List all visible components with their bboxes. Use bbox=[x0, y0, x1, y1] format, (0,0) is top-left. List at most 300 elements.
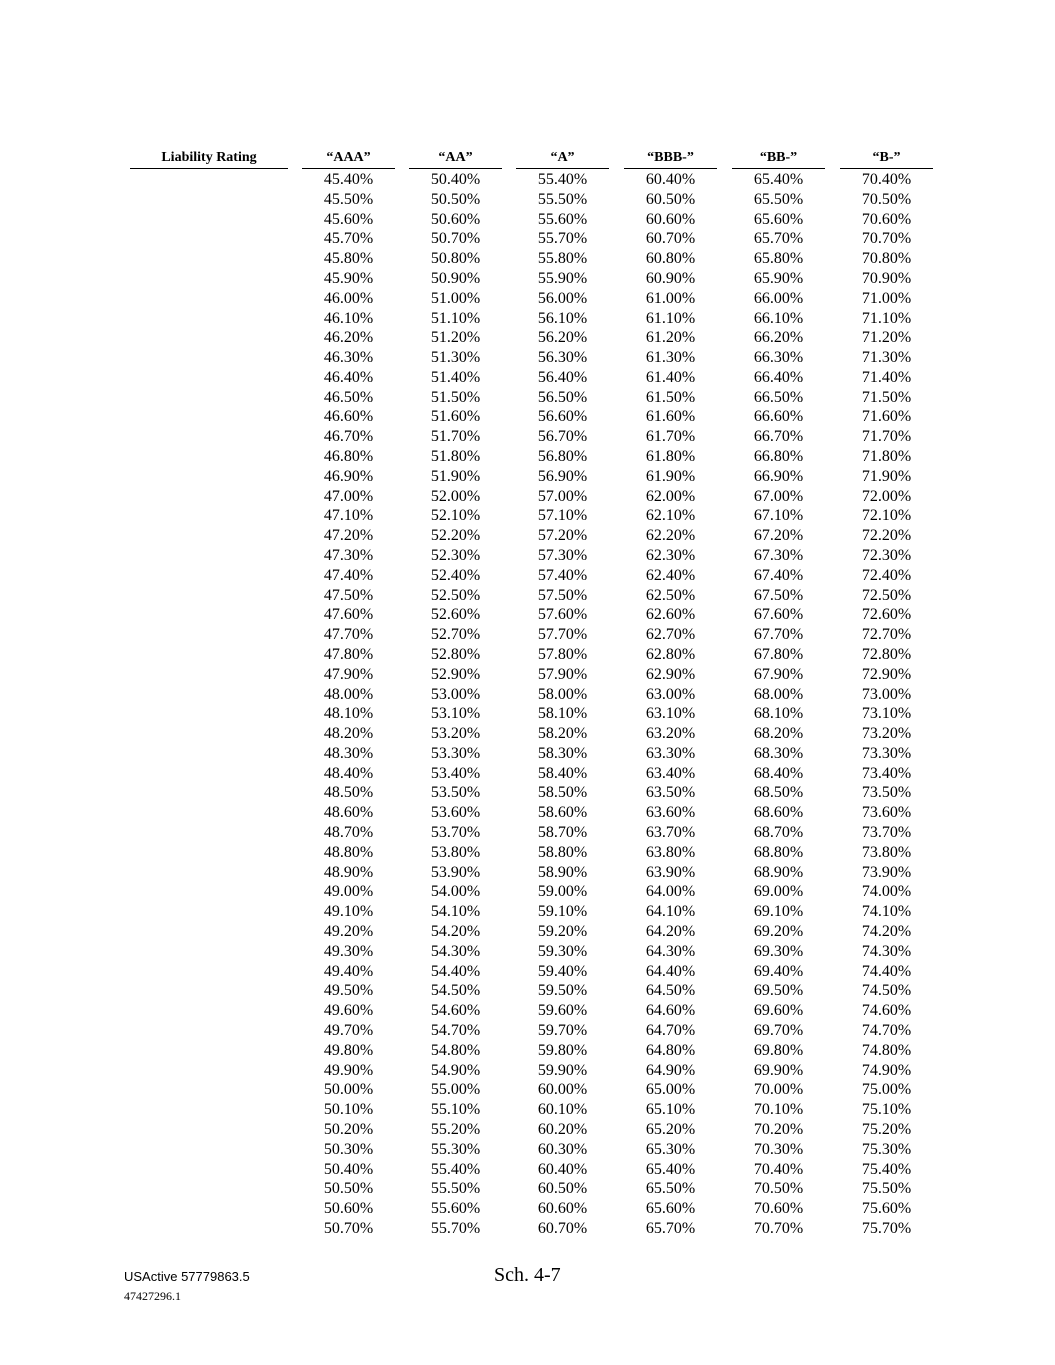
table-cell-bbb-minus: 63.40% bbox=[645, 764, 696, 782]
table-cell-b-minus: 71.40% bbox=[861, 368, 912, 386]
table-cell-a: 56.80% bbox=[537, 448, 588, 466]
table-cell-b-minus: 75.20% bbox=[861, 1120, 912, 1138]
table-cell-aa: 51.10% bbox=[430, 309, 481, 327]
table-cell-b-minus: 72.80% bbox=[861, 645, 912, 663]
table-cell-bb-minus: 69.30% bbox=[753, 942, 804, 960]
table-cell-bb-minus: 66.20% bbox=[753, 329, 804, 347]
table-cell-b-minus: 73.30% bbox=[861, 744, 912, 762]
table-cell-aaa: 49.40% bbox=[323, 962, 374, 980]
table-cell-bb-minus: 69.20% bbox=[753, 923, 804, 941]
table-cell-bb-minus: 65.60% bbox=[753, 210, 804, 228]
table-cell-a: 58.00% bbox=[537, 685, 588, 703]
table-cell-aa: 53.30% bbox=[430, 744, 481, 762]
table-cell-aaa: 50.50% bbox=[323, 1180, 374, 1198]
table-cell-a: 58.70% bbox=[537, 824, 588, 842]
table-cell-bbb-minus: 62.40% bbox=[645, 566, 696, 584]
table-cell-aa: 52.80% bbox=[430, 645, 481, 663]
table-cell-aaa: 46.40% bbox=[323, 368, 374, 386]
table-cell-bbb-minus: 61.60% bbox=[645, 408, 696, 426]
table-cell-bbb-minus: 61.50% bbox=[645, 388, 696, 406]
table-cell-aa: 50.80% bbox=[430, 250, 481, 268]
table-cell-a: 56.50% bbox=[537, 388, 588, 406]
table-cell-aa: 54.80% bbox=[430, 1041, 481, 1059]
table-cell-bbb-minus: 65.50% bbox=[645, 1180, 696, 1198]
table-cell-aa: 51.30% bbox=[430, 349, 481, 367]
table-cell-b-minus: 73.00% bbox=[861, 685, 912, 703]
footer-document-id-secondary: 47427296.1 bbox=[124, 1289, 181, 1303]
table-cell-a: 57.30% bbox=[537, 547, 588, 564]
table-cell-a: 56.90% bbox=[537, 467, 588, 485]
table-cell-a: 57.20% bbox=[537, 527, 588, 545]
table-cell-b-minus: 70.40% bbox=[861, 171, 912, 188]
table-cell-bb-minus: 66.60% bbox=[753, 408, 804, 426]
table-cell-bb-minus: 67.50% bbox=[753, 586, 804, 604]
table-cell-aaa: 48.20% bbox=[323, 725, 374, 743]
table-cell-a: 56.70% bbox=[537, 428, 588, 446]
table-cell-bb-minus: 66.90% bbox=[753, 467, 804, 485]
table-cell-bb-minus: 68.20% bbox=[753, 725, 804, 743]
table-cell-aaa: 47.90% bbox=[323, 665, 374, 683]
table-cell-a: 60.10% bbox=[537, 1101, 588, 1119]
table-cell-aaa: 48.40% bbox=[323, 764, 374, 782]
table-cell-bbb-minus: 62.30% bbox=[645, 547, 696, 564]
table-cell-aaa: 47.00% bbox=[323, 487, 374, 505]
table-cell-a: 60.50% bbox=[537, 1180, 588, 1198]
table-cell-aa: 54.70% bbox=[430, 1021, 481, 1039]
table-cell-bbb-minus: 63.30% bbox=[645, 744, 696, 762]
table-cell-aa: 52.00% bbox=[430, 487, 481, 505]
table-cell-aa: 52.40% bbox=[430, 566, 481, 584]
table-cell-aa: 50.50% bbox=[430, 190, 481, 208]
table-cell-aaa: 48.30% bbox=[323, 744, 374, 762]
table-cell-aaa: 46.70% bbox=[323, 428, 374, 446]
table-cell-b-minus: 70.70% bbox=[861, 230, 912, 248]
table-cell-aa: 52.50% bbox=[430, 586, 481, 604]
table-cell-b-minus: 71.90% bbox=[861, 467, 912, 485]
table-cell-b-minus: 71.10% bbox=[861, 309, 912, 327]
table-cell-b-minus: 73.10% bbox=[861, 705, 912, 723]
table-cell-aa: 54.20% bbox=[430, 923, 481, 941]
table-cell-a: 59.90% bbox=[537, 1061, 588, 1079]
table-cell-a: 55.60% bbox=[537, 210, 588, 228]
table-cell-aaa: 47.60% bbox=[323, 606, 374, 624]
table-cell-b-minus: 73.90% bbox=[861, 863, 912, 881]
table-cell-bb-minus: 69.80% bbox=[753, 1041, 804, 1059]
table-cell-bb-minus: 69.50% bbox=[753, 982, 804, 1000]
table-cell-aa: 53.10% bbox=[430, 705, 481, 723]
table-cell-aaa: 50.20% bbox=[323, 1120, 374, 1138]
table-cell-bbb-minus: 60.50% bbox=[645, 190, 696, 208]
table-cell-bbb-minus: 64.30% bbox=[645, 942, 696, 960]
table-cell-bbb-minus: 63.80% bbox=[645, 843, 696, 861]
table-cell-aaa: 47.80% bbox=[323, 645, 374, 663]
table-cell-bbb-minus: 61.00% bbox=[645, 289, 696, 307]
table-cell-bbb-minus: 64.80% bbox=[645, 1041, 696, 1059]
table-cell-aa: 54.30% bbox=[430, 942, 481, 960]
table-cell-aa: 55.10% bbox=[430, 1101, 481, 1119]
table-cell-bb-minus: 68.80% bbox=[753, 843, 804, 861]
table-cell-aaa: 47.40% bbox=[323, 566, 374, 584]
table-cell-b-minus: 75.10% bbox=[861, 1101, 912, 1119]
table-cell-aaa: 46.50% bbox=[323, 388, 374, 406]
table-cell-bbb-minus: 62.10% bbox=[645, 507, 696, 525]
table-cell-bbb-minus: 63.10% bbox=[645, 705, 696, 723]
table-cell-b-minus: 70.80% bbox=[861, 250, 912, 268]
table-cell-a: 57.70% bbox=[537, 626, 588, 644]
table-cell-aaa: 48.50% bbox=[323, 784, 374, 802]
table-cell-bb-minus: 65.90% bbox=[753, 269, 804, 287]
table-cell-bb-minus: 65.70% bbox=[753, 230, 804, 248]
table-cell-a: 55.70% bbox=[537, 230, 588, 248]
table-cell-bb-minus: 67.20% bbox=[753, 527, 804, 545]
table-cell-bbb-minus: 65.30% bbox=[645, 1140, 696, 1158]
table-cell-a: 60.20% bbox=[537, 1120, 588, 1138]
table-cell-bbb-minus: 64.60% bbox=[645, 1002, 696, 1020]
table-cell-b-minus: 71.20% bbox=[861, 329, 912, 347]
table-cell-bbb-minus: 63.60% bbox=[645, 804, 696, 822]
table-cell-bbb-minus: 62.60% bbox=[645, 606, 696, 624]
table-cell-bbb-minus: 60.70% bbox=[645, 230, 696, 248]
table-cell-aa: 53.20% bbox=[430, 725, 481, 743]
table-cell-a: 55.40% bbox=[537, 171, 588, 188]
table-cell-aaa: 49.90% bbox=[323, 1061, 374, 1079]
table-cell-bb-minus: 66.80% bbox=[753, 448, 804, 466]
table-cell-bb-minus: 66.10% bbox=[753, 309, 804, 327]
table-cell-a: 57.60% bbox=[537, 606, 588, 624]
table-cell-a: 56.40% bbox=[537, 368, 588, 386]
table-cell-aa: 51.80% bbox=[430, 448, 481, 466]
page-number: Sch. 4-7 bbox=[494, 1264, 561, 1286]
table-cell-bb-minus: 66.70% bbox=[753, 428, 804, 446]
table-cell-b-minus: 71.50% bbox=[861, 388, 912, 406]
table-cell-aa: 55.00% bbox=[430, 1081, 481, 1099]
column-header-aaa: “AAA” bbox=[302, 149, 395, 169]
table-cell-aaa: 49.30% bbox=[323, 942, 374, 960]
table-cell-a: 58.90% bbox=[537, 863, 588, 881]
table-cell-aa: 52.20% bbox=[430, 527, 481, 545]
table-cell-a: 58.30% bbox=[537, 744, 588, 762]
table-cell-b-minus: 74.50% bbox=[861, 982, 912, 1000]
table-cell-bb-minus: 70.30% bbox=[753, 1140, 804, 1158]
table-cell-aaa: 50.60% bbox=[323, 1200, 374, 1218]
table-cell-aaa: 47.20% bbox=[323, 527, 374, 545]
table-cell-aaa: 50.10% bbox=[323, 1101, 374, 1119]
table-cell-b-minus: 73.70% bbox=[861, 824, 912, 842]
table-cell-aa: 51.00% bbox=[430, 289, 481, 307]
table-cell-bbb-minus: 64.20% bbox=[645, 923, 696, 941]
table-cell-a: 55.80% bbox=[537, 250, 588, 268]
table-cell-b-minus: 74.70% bbox=[861, 1021, 912, 1039]
table-cell-bbb-minus: 62.50% bbox=[645, 586, 696, 604]
table-cell-aaa: 49.00% bbox=[323, 883, 374, 901]
table-cell-aa: 54.00% bbox=[430, 883, 481, 901]
table-cell-aaa: 45.80% bbox=[323, 250, 374, 268]
table-cell-bb-minus: 65.50% bbox=[753, 190, 804, 208]
table-cell-bbb-minus: 62.90% bbox=[645, 665, 696, 683]
table-cell-bb-minus: 70.00% bbox=[753, 1081, 804, 1099]
table-cell-a: 58.20% bbox=[537, 725, 588, 743]
table-cell-a: 58.40% bbox=[537, 764, 588, 782]
table-cell-bb-minus: 67.80% bbox=[753, 645, 804, 663]
table-cell-bb-minus: 66.40% bbox=[753, 368, 804, 386]
table-cell-aa: 54.90% bbox=[430, 1061, 481, 1079]
table-cell-a: 59.30% bbox=[537, 942, 588, 960]
table-cell-bbb-minus: 62.70% bbox=[645, 626, 696, 644]
table-cell-b-minus: 74.10% bbox=[861, 903, 912, 921]
table-cell-bbb-minus: 65.20% bbox=[645, 1120, 696, 1138]
table-cell-aa: 53.60% bbox=[430, 804, 481, 822]
table-cell-bb-minus: 67.10% bbox=[753, 507, 804, 525]
table-cell-aaa: 48.60% bbox=[323, 804, 374, 822]
table-cell-b-minus: 72.30% bbox=[861, 547, 912, 564]
table-cell-a: 58.50% bbox=[537, 784, 588, 802]
table-cell-b-minus: 75.50% bbox=[861, 1180, 912, 1198]
table-cell-aa: 53.80% bbox=[430, 843, 481, 861]
table-cell-a: 55.90% bbox=[537, 269, 588, 287]
table-cell-aa: 55.50% bbox=[430, 1180, 481, 1198]
table-cell-a: 57.90% bbox=[537, 665, 588, 683]
table-cell-bb-minus: 68.50% bbox=[753, 784, 804, 802]
table-cell-a: 60.70% bbox=[537, 1219, 588, 1237]
table-cell-aa: 51.20% bbox=[430, 329, 481, 347]
table-cell-aaa: 46.20% bbox=[323, 329, 374, 347]
table-cell-bbb-minus: 64.00% bbox=[645, 883, 696, 901]
table-cell-bb-minus: 69.90% bbox=[753, 1061, 804, 1079]
column-header-bbb-minus: “BBB-” bbox=[624, 149, 717, 169]
table-cell-aaa: 47.30% bbox=[323, 547, 374, 564]
table-cell-bbb-minus: 60.60% bbox=[645, 210, 696, 228]
table-cell-aaa: 49.60% bbox=[323, 1002, 374, 1020]
table-cell-b-minus: 73.80% bbox=[861, 843, 912, 861]
column-header-bb-minus: “BB-” bbox=[732, 149, 825, 169]
table-cell-b-minus: 75.30% bbox=[861, 1140, 912, 1158]
table-cell-aaa: 47.70% bbox=[323, 626, 374, 644]
table-cell-aaa: 47.50% bbox=[323, 586, 374, 604]
table-cell-aaa: 50.00% bbox=[323, 1081, 374, 1099]
table-cell-aaa: 48.00% bbox=[323, 685, 374, 703]
table-cell-aa: 53.70% bbox=[430, 824, 481, 842]
table-cell-aaa: 46.80% bbox=[323, 448, 374, 466]
table-cell-aa: 54.60% bbox=[430, 1002, 481, 1020]
table-cell-bb-minus: 68.90% bbox=[753, 863, 804, 881]
table-cell-bbb-minus: 63.20% bbox=[645, 725, 696, 743]
table-cell-bbb-minus: 64.70% bbox=[645, 1021, 696, 1039]
table-cell-aa: 50.90% bbox=[430, 269, 481, 287]
table-cell-b-minus: 74.20% bbox=[861, 923, 912, 941]
table-cell-bbb-minus: 65.10% bbox=[645, 1101, 696, 1119]
table-cell-bb-minus: 69.10% bbox=[753, 903, 804, 921]
table-cell-b-minus: 74.80% bbox=[861, 1041, 912, 1059]
column-header-aa: “AA” bbox=[409, 149, 502, 169]
table-cell-b-minus: 75.60% bbox=[861, 1200, 912, 1218]
table-cell-bbb-minus: 61.10% bbox=[645, 309, 696, 327]
table-cell-bb-minus: 69.60% bbox=[753, 1002, 804, 1020]
table-cell-bbb-minus: 62.80% bbox=[645, 645, 696, 663]
table-cell-b-minus: 72.40% bbox=[861, 566, 912, 584]
table-cell-a: 59.20% bbox=[537, 923, 588, 941]
table-cell-bbb-minus: 61.20% bbox=[645, 329, 696, 347]
table-cell-a: 60.40% bbox=[537, 1160, 588, 1178]
table-cell-bbb-minus: 64.10% bbox=[645, 903, 696, 921]
table-cell-aa: 51.40% bbox=[430, 368, 481, 386]
table-cell-aa: 54.10% bbox=[430, 903, 481, 921]
table-cell-b-minus: 72.90% bbox=[861, 665, 912, 683]
table-cell-bb-minus: 65.40% bbox=[753, 171, 804, 188]
table-cell-aa: 51.90% bbox=[430, 467, 481, 485]
table-cell-bbb-minus: 63.00% bbox=[645, 685, 696, 703]
table-cell-b-minus: 74.90% bbox=[861, 1061, 912, 1079]
table-cell-aaa: 49.20% bbox=[323, 923, 374, 941]
table-cell-aaa: 48.70% bbox=[323, 824, 374, 842]
table-cell-bbb-minus: 65.00% bbox=[645, 1081, 696, 1099]
table-cell-aa: 51.60% bbox=[430, 408, 481, 426]
table-cell-b-minus: 75.70% bbox=[861, 1219, 912, 1237]
table-cell-aaa: 49.80% bbox=[323, 1041, 374, 1059]
table-cell-b-minus: 75.40% bbox=[861, 1160, 912, 1178]
table-cell-b-minus: 70.50% bbox=[861, 190, 912, 208]
table-cell-aaa: 46.30% bbox=[323, 349, 374, 367]
table-cell-aa: 55.40% bbox=[430, 1160, 481, 1178]
table-cell-aa: 55.30% bbox=[430, 1140, 481, 1158]
table-cell-a: 59.60% bbox=[537, 1002, 588, 1020]
column-header-a: “A” bbox=[516, 149, 609, 169]
table-cell-aa: 50.70% bbox=[430, 230, 481, 248]
table-cell-aaa: 50.70% bbox=[323, 1219, 374, 1237]
table-cell-a: 59.80% bbox=[537, 1041, 588, 1059]
table-cell-a: 55.50% bbox=[537, 190, 588, 208]
table-cell-b-minus: 71.30% bbox=[861, 349, 912, 367]
table-cell-bbb-minus: 61.70% bbox=[645, 428, 696, 446]
table-cell-aaa: 45.50% bbox=[323, 190, 374, 208]
table-cell-b-minus: 73.50% bbox=[861, 784, 912, 802]
table-cell-bbb-minus: 61.80% bbox=[645, 448, 696, 466]
table-cell-bb-minus: 70.70% bbox=[753, 1219, 804, 1237]
table-cell-a: 60.60% bbox=[537, 1200, 588, 1218]
table-cell-a: 56.10% bbox=[537, 309, 588, 327]
table-cell-a: 56.20% bbox=[537, 329, 588, 347]
table-cell-aaa: 46.90% bbox=[323, 467, 374, 485]
table-cell-aa: 54.40% bbox=[430, 962, 481, 980]
table-cell-aa: 52.10% bbox=[430, 507, 481, 525]
table-cell-b-minus: 70.90% bbox=[861, 269, 912, 287]
table-cell-aa: 53.90% bbox=[430, 863, 481, 881]
table-cell-aaa: 47.10% bbox=[323, 507, 374, 525]
table-cell-bb-minus: 67.60% bbox=[753, 606, 804, 624]
table-cell-aaa: 49.50% bbox=[323, 982, 374, 1000]
table-cell-aa: 52.90% bbox=[430, 665, 481, 683]
table-cell-bb-minus: 69.70% bbox=[753, 1021, 804, 1039]
table-cell-aaa: 50.30% bbox=[323, 1140, 374, 1158]
table-cell-bb-minus: 67.40% bbox=[753, 566, 804, 584]
table-cell-bb-minus: 68.10% bbox=[753, 705, 804, 723]
table-cell-b-minus: 71.70% bbox=[861, 428, 912, 446]
table-cell-a: 57.80% bbox=[537, 645, 588, 663]
table-cell-b-minus: 74.60% bbox=[861, 1002, 912, 1020]
table-cell-aaa: 48.10% bbox=[323, 705, 374, 723]
table-cell-aaa: 49.70% bbox=[323, 1021, 374, 1039]
table-cell-bb-minus: 69.00% bbox=[753, 883, 804, 901]
table-cell-aa: 53.40% bbox=[430, 764, 481, 782]
table-cell-aa: 52.70% bbox=[430, 626, 481, 644]
table-cell-aa: 51.50% bbox=[430, 388, 481, 406]
table-cell-b-minus: 71.00% bbox=[861, 289, 912, 307]
table-cell-bb-minus: 66.00% bbox=[753, 289, 804, 307]
table-cell-bb-minus: 66.30% bbox=[753, 349, 804, 367]
table-cell-bb-minus: 67.90% bbox=[753, 665, 804, 683]
table-cell-b-minus: 72.50% bbox=[861, 586, 912, 604]
table-cell-b-minus: 75.00% bbox=[861, 1081, 912, 1099]
table-cell-aaa: 45.70% bbox=[323, 230, 374, 248]
table-cell-a: 57.40% bbox=[537, 566, 588, 584]
table-cell-b-minus: 73.60% bbox=[861, 804, 912, 822]
table-cell-bbb-minus: 64.40% bbox=[645, 962, 696, 980]
table-cell-aaa: 48.90% bbox=[323, 863, 374, 881]
table-cell-a: 57.50% bbox=[537, 586, 588, 604]
table-cell-bb-minus: 67.70% bbox=[753, 626, 804, 644]
table-cell-b-minus: 70.60% bbox=[861, 210, 912, 228]
table-cell-bbb-minus: 63.90% bbox=[645, 863, 696, 881]
table-cell-a: 56.60% bbox=[537, 408, 588, 426]
table-cell-bbb-minus: 61.30% bbox=[645, 349, 696, 367]
table-cell-bbb-minus: 61.90% bbox=[645, 467, 696, 485]
table-cell-aa: 52.30% bbox=[430, 547, 481, 564]
table-cell-aaa: 45.90% bbox=[323, 269, 374, 287]
table-cell-bb-minus: 68.60% bbox=[753, 804, 804, 822]
table-cell-bb-minus: 65.80% bbox=[753, 250, 804, 268]
table-cell-bbb-minus: 63.70% bbox=[645, 824, 696, 842]
table-cell-aa: 55.70% bbox=[430, 1219, 481, 1237]
table-cell-a: 58.10% bbox=[537, 705, 588, 723]
table-cell-b-minus: 74.40% bbox=[861, 962, 912, 980]
table-cell-b-minus: 73.20% bbox=[861, 725, 912, 743]
table-cell-bbb-minus: 65.60% bbox=[645, 1200, 696, 1218]
table-cell-aaa: 45.40% bbox=[323, 171, 374, 188]
table-cell-bb-minus: 69.40% bbox=[753, 962, 804, 980]
table-cell-a: 58.60% bbox=[537, 804, 588, 822]
table-cell-bb-minus: 67.00% bbox=[753, 487, 804, 505]
table-cell-a: 59.40% bbox=[537, 962, 588, 980]
table-cell-bb-minus: 68.40% bbox=[753, 764, 804, 782]
table-cell-bb-minus: 70.20% bbox=[753, 1120, 804, 1138]
table-cell-bbb-minus: 60.40% bbox=[645, 171, 696, 188]
table-cell-b-minus: 72.60% bbox=[861, 606, 912, 624]
table-cell-aa: 54.50% bbox=[430, 982, 481, 1000]
table-cell-aaa: 46.00% bbox=[323, 289, 374, 307]
table-cell-a: 56.30% bbox=[537, 349, 588, 367]
table-cell-bb-minus: 66.50% bbox=[753, 388, 804, 406]
table-cell-aaa: 48.80% bbox=[323, 843, 374, 861]
table-cell-bb-minus: 70.50% bbox=[753, 1180, 804, 1198]
table-cell-bb-minus: 67.30% bbox=[753, 547, 804, 564]
table-cell-aa: 52.60% bbox=[430, 606, 481, 624]
table-cell-bbb-minus: 64.90% bbox=[645, 1061, 696, 1079]
table-cell-aa: 53.50% bbox=[430, 784, 481, 802]
table-cell-aa: 51.70% bbox=[430, 428, 481, 446]
table-cell-b-minus: 72.20% bbox=[861, 527, 912, 545]
table-cell-b-minus: 72.00% bbox=[861, 487, 912, 505]
table-cell-a: 59.10% bbox=[537, 903, 588, 921]
table-cell-a: 59.70% bbox=[537, 1021, 588, 1039]
table-cell-a: 57.10% bbox=[537, 507, 588, 525]
table-cell-b-minus: 74.00% bbox=[861, 883, 912, 901]
table-cell-bb-minus: 68.70% bbox=[753, 824, 804, 842]
table-cell-aaa: 45.60% bbox=[323, 210, 374, 228]
table-cell-a: 59.50% bbox=[537, 982, 588, 1000]
table-cell-b-minus: 71.80% bbox=[861, 448, 912, 466]
table-cell-bbb-minus: 61.40% bbox=[645, 368, 696, 386]
table-cell-bbb-minus: 63.50% bbox=[645, 784, 696, 802]
table-cell-b-minus: 72.10% bbox=[861, 507, 912, 525]
